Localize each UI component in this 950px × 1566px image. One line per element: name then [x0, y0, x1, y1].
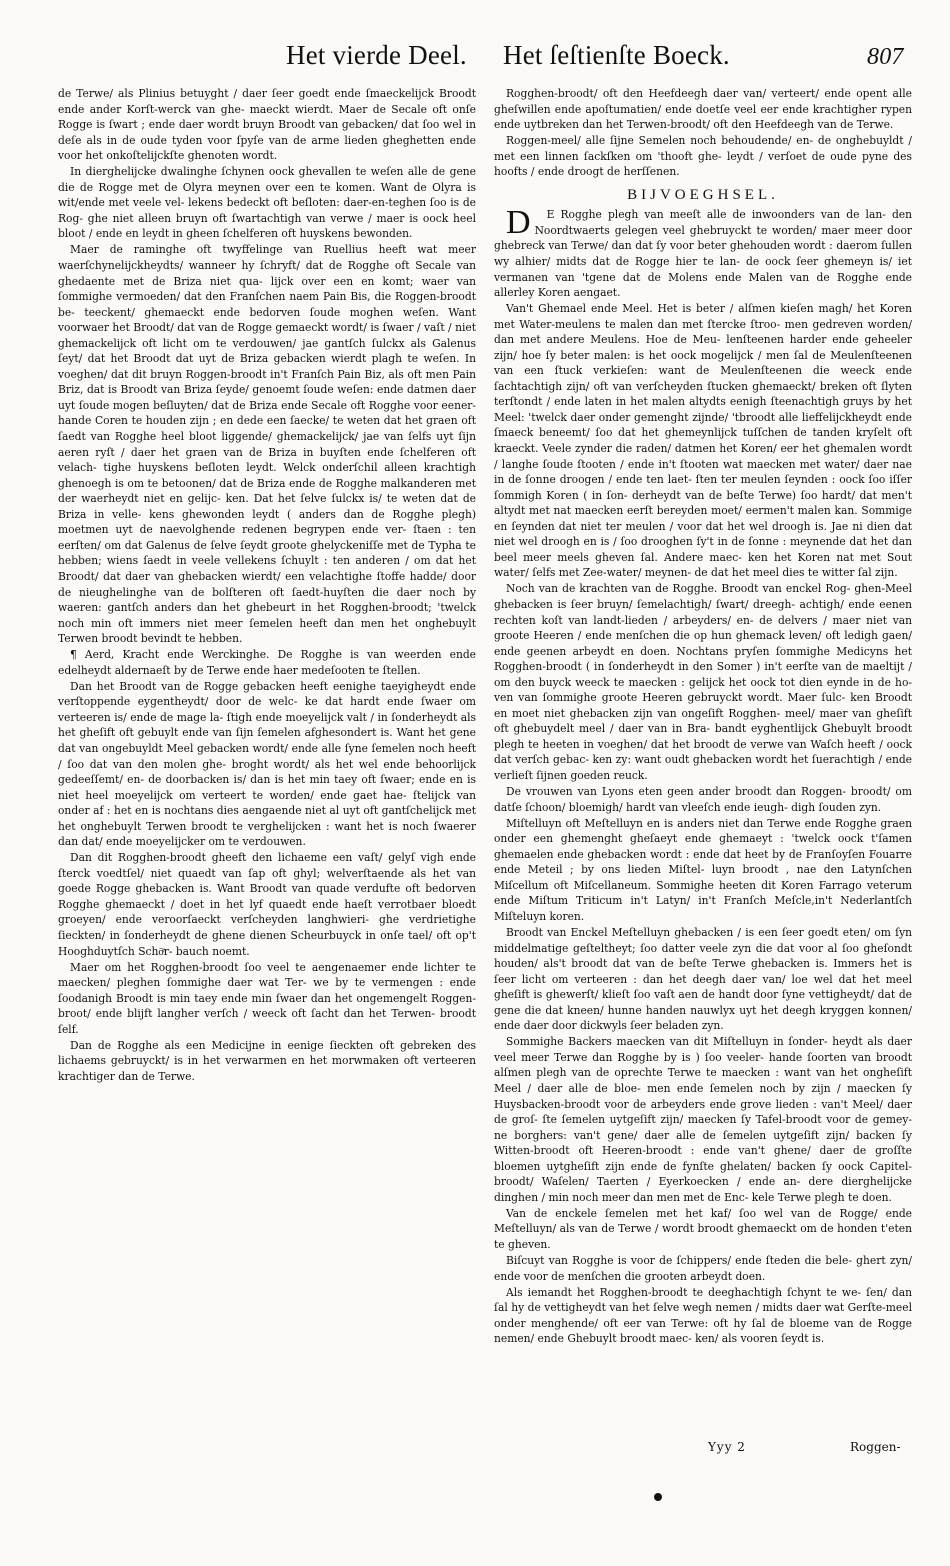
running-title-left: Het vierde Deel. — [286, 40, 467, 70]
dropcap-paragraph-text: E Rogghe plegh van meeſt alle de inwoonders van de lan- den Noordtwaerts gelegen veel ghebruyckt te worden/ maer meer door ghebreck van Terwe/ dan dat ſy voor beter ghehouden wordt : daerom ſullen wy alhier/ midts dat de Rogge hier te lan- de oock ſeer ghemeyn is/ iet vermanen van 'tgene dat de Molens ende Malen van de Rogghe ende allerley Koren aengaet. — [494, 208, 912, 300]
right-paragraph: Van't Ghemael ende Meel. Het is beter / alſmen kieſen magh/ het Koren met Water-meulens te malen dan met ſtercke ſtroo- men gedreven worden/ dan met andere Meulens. Hoe de Meu- lenſteenen harder ende geheeler zijn/ hoe ſy beter malen: is het oock mogelijck / men ſal de Meulenſteenen van een ſtuck verkieſen: want de Meulenſteenen die weeck ende ſachtachtigh zijn/ oft van verſcheyden ſtucken ghemaeckt/ breken oft ſlyten terſtondt / ende laten in het malen altydts eenigh ſteenachtigh gruys by het Meel: 'twelck daer onder gemenght zijnde/ 'tbroodt alle lieffelijckheydt ende ſmaeck beneemt/ ſoo dat het ghemeynlijck tuſſchen de tanden kryſelt oft kraeckt. Veele zynder die raden/ datmen het Koren/ eer het ghemalen wordt / langhe ſoude ſtooten / ende in't ſtooten wat maecken met water/ daer nae in de ſonne droogen / ende ten laet- ſten ter meulen ſeynden : oock ſoo iſſer ſommigh Koren ( in ſon- derheydt van de beſte Terwe) ſoo hardt/ dat men't altydt met nat maecken eerſt bereyden moet/ eermen't malen kan. Sommige en ſeynden dat niet ter meulen / voor dat het wel droogh is. Jae ni dien dat niet wel droogh en is / ſoo drooghen ſy't in de ſonne : meynende dat het dan beel meer meels gheven ſal. Andere maec- ken het Koren nat met Sout water/ ſelfs met Zee-water/ meynen- de dat het meel dies te witter ſal zijn. — [494, 302, 912, 580]
running-head — [0, 40, 950, 80]
right-paragraph: Roggen-meel/ alle ſijne Semelen noch behoudende/ en- de onghebuyldt / met een linnen ſackſken om 'thooft ghe- leydt / verſoet de oude pyne des hoofts / ende droogt de herſſenen. — [494, 134, 912, 179]
left-paragraph: In dierghelijcke dwalinghe ſchynen oock ghevallen te weſen alle de gene die de Rogge met de Olyra meynen over een te komen. Want de Olyra is wit/ende met veele vel- lekens bedeckt oft beſloten: daer-en-teghen ſoo is de Rog- ghe niet alleen bruyn oft ſwartachtigh van verwe / maer is oock heel bloot / ende en leydt in gheen ſchelferen oft huyskens bewonden. — [58, 165, 476, 241]
right-paragraph: Van de enckele ſemelen met het kaf/ ſoo wel van de Rogge/ ende Meſtelluyn/ als van de Terwe / wordt broodt ghemaeckt om de honden t'eten te gheven. — [494, 1206, 912, 1251]
left-paragraph: ¶ Aerd, Kracht ende Werckinghe. De Rogghe is van weerden ende edelheydt aldernaeſt by de Terwe ende haer medeſooten te ſtellen. — [58, 648, 476, 677]
right-column — [494, 86, 912, 1347]
page-number: 807 — [867, 44, 904, 70]
right-paragraph: Als iemandt het Rogghen-broodt te deeghachtigh ſchynt te we- ſen/ dan ſal hy de vettigheydt van het ſelve wegh nemen / midts daer wat Gerſte-meel onder menghende/ oft eer van Terwe: oft hy ſal de bloeme van de Rogge nemen/ ende Ghebuylt broodt maec- ken/ als vooren ſeydt is. — [494, 1285, 912, 1346]
right-paragraph: Broodt van Enckel Meſtelluyn ghebacken / is een ſeer goedt eten/ om ſyn middelmatige geſteltheyt; ſoo datter veele zyn die dat voor al ſoo gheſondt houden/ als't broodt dat van de beſte Terwe ghebacken is. Immers het is ſeer licht om verteeren : dan het deegh daer van/ loe wel dat het meel gheſift is ghewerſt/ klieſt ſoo vaſt aen de handt door ſyne vettigheydt/ dat de gene die dat kneen/ hunne handen nauwlyx uyt het deegh kryggen konnen/ ende daer door dickwyls ſeer beladen zyn. — [494, 925, 912, 1033]
section-heading: BIJVOEGHSEL. — [627, 186, 779, 203]
running-title-right: Het ſeſtienſte Boeck. — [503, 40, 730, 70]
right-paragraph: Noch van de krachten van de Rogghe. Broodt van enckel Rog- ghen-Meel ghebacken is ſeer bruyn/ ſemelachtigh/ ſwart/ dreegh- achtigh/ ende eenen rechten koſt van landt-lieden / arbeyders/ en- de delvers / maer niet van groote Heeren / ende menſchen die op hun ghemack leven/ oft ledigh gaen/ ende geenen arbeydt en doen. Nochtans pryſen ſommighe Medicyns het Rogghen-broodt ( in ſonderheydt in den Somer ) in't eerſte van de maeltijt / om den buyck weeck te maecken : gelijck het oock tot dien eynde in de ho- ven van ſommighe groote Heeren gebruyckt wordt. Maer ſulc- ken Broodt en moet niet ghebacken zijn van ongeſift Rogghen- meel/ maer van gheſift oft ghebuydelt meel / daer van in Bra- bandt eyghentlijck Ghebuylt broodt plegh te heeten in voeghen/ dat het broodt de verwe van Waſch heeft / oock dat verſch gebac- ken zy: want oudt ghebacken wordt het ſuerachtigh / ende verlieſt ſijnen goeden reuck. — [494, 582, 912, 783]
right-paragraph: Rogghen-broodt/ oft den Heefdeegh daer van/ verteert/ ende opent alle gheſwillen ende apoſtumatien/ ende doetſe veel eer ende krachtigher rypen ende uytbreken dan het Terwen-broodt/ oft den Heefdeegh van de Terwe. — [494, 87, 912, 132]
catchword: Roggen- — [850, 1440, 901, 1454]
left-paragraph: Dan de Rogghe als een Medicijne in eenige ſieckten oft gebreken des lichaems gebruyckt/ is in het verwarmen en het morwmaken oft verteeren krachtiger dan de Terwe. — [58, 1038, 476, 1083]
left-paragraph: Dan het Broodt van de Rogge gebacken heeft eenighe taeyigheydt ende verſtoppende eygentheydt/ door de welc- ke dat hardt ende ſwaer om verteeren is/ ende de mage la- ſtigh ende moeyelijck valt / in ſonderheydt als het gheſift oft gebuylt ende van ſijn ſemelen afghesondert is. Want het gene dat van ongebuyldt Meel gebacken wordt/ ende alle ſyne ſemelen noch heeft / ſoo dat van den molen ghe- broght wordt/ als het wel ende behoorlijck gedeeſſemt/ en- de doorbacken is/ dan is het min taey oft ſwaer; ende en is niet heel moeyelijck om verteert te worden/ ende gaet hae- ſtelijck van onder af : het en is nochtans dies aengaende niet al uyt oft gantſchelijck met het onghebuylt Terwen broodt te verghelijcken : want het is noch ſwaerer dan dat/ ende moeyelijcker om te verdouwen. — [58, 679, 476, 849]
dropcap-paragraph — [494, 204, 912, 300]
left-paragraph: Dan dit Rogghen-broodt gheeft den lichaeme een vaſt/ gelyſ vigh ende ſterck voedtſel/ niet quaedt van ſap oft ghyl; welverſtaende als het van goede Rogge ghebacken is. Want Broodt van quade verdufte oft bedorven Rogghe ghemaeckt / doet in het lyf quaedt ende haeſt verrotbaer bloedt groeyen/ ende veroorſaeckt verſcheyden langhwieri- ghe verdrietighe ſieckten/ in ſonderheydt de ghene dienen Scheurbuyck in onſe tael/ oft op't Hooghduytſch Schöͤr- bauch noemt. — [58, 851, 476, 958]
right-paragraph: Sommighe Backers maecken van dit Miſtelluyn in ſonder- heydt als daer veel meer Terwe dan Rogghe by is ) ſoo veeler- hande ſoorten van broodt alſmen plegh van de oprechte Terwe te maecken : want van het ongheſift Meel / daer alle de bloe- men ende ſemelen noch by zijn / maecken ſy Huysbacken-broodt voor de arbeyders ende grove lieden : van't Meel/ daer de groſ- ſte ſemelen uytgeſift zijn/ maecken ſy Tafel-broodt voor de gemey- ne borghers: van't gene/ daer alle de ſemelen uytgeſift zijn/ backen ſy Witten-broodt oft Heeren-broodt : ende van't ghene/ daer de groſſte bloemen uytgheſift zijn ende de fynſte ghelaten/ backen ſy oock Capitel-broodt/ Waſelen/ Taerten / Eyerkoecken / ende an- dere dierghelijcke dinghen / min noch meer dan men met de Enc- kele Terwe plegh te doen. — [494, 1035, 912, 1204]
left-paragraph: Maer de raminghe oft twyffelinge van Ruellius heeft wat meer waerſchynelijckheydts/ wanneer hy ſchryft/ dat de Rogghe oft Secale van ghedaente met de Briza niet qua- lijck over een en komt; waer van ſommighe vermoeden/ dat den Franſchen naem Pain Bis, die Roggen-broodt be- teeckent/ ghemaeckt ende bedorven ſoude moghen weſen. Want voorwaer het Broodt/ dat van de Rogge gemaeckt wordt/ is ſwaer / vaſt / niet ghemackelijck oft licht om te verdouwen/ jae gantſch ſulckx als Galenus ſeyt/ dat het Broodt dat uyt de Briza gebacken wierdt plagh te weſen. In voeghen/ dat dit bruyn Roggen-broodt in't Franſch Pain Biz, als oft men Pain Briz, dat is Broodt van Briza ſeyde/ genoemt ſoude weſen: ende datmen daer uyt ſoude mogen beſluyten/ dat de Briza ende Secale oft Rogghe voor eener- hande Coren te houden zijn ; en dede een ſaecke/ te weten dat het graen oft ſaedt van Rogghe heel bloot liggende/ ghemackelijck/ jae van ſelfs uyt ſijn aeren ryſt / daer het graen van de Briza in buyſten ende ſchelferen oft velach- tighe huyskens beſloten leydt. Welck onderſchil alleen krachtigh ghenoegh is om te betoonen/ dat de Briza ende de Rogghe malkanderen met der waerheydt niet en gelijc- ken. Dat het ſelve ſulckx is/ te weten dat de Briza in velle- kens ghewonden leydt ( anders dan de Rogghe plegh) moetmen uyt de naevolghende redenen begrypen ende ver- ſtaen : ten eerſten/ om dat Galenus de ſelve ſeydt groote ghelyckeniſſe met de Typha te hebben; wiens ſaedt in veele vellekens ſchuylt : ten anderen / om dat het Broodt/ dat daer van ghebacken wierdt/ een velachtighe ſtoffe hadde/ door de nieughelinghe van de bolſteren oft ſaedt-huyſten die daer noch by waeren: gantſch anders dan het ghebeurt in het Rogghen-broodt; 'twelck noch min oft immers niet meer ſemelen heeft dan men het onghebuylt Terwen broodt bevindt te hebben. — [58, 243, 476, 646]
right-paragraph: Biſcuyt van Rogghe is voor de ſchippers/ ende ſteden die bele- ghert zyn/ ende voor de menſchen die grooten arbeydt doen. — [494, 1253, 912, 1283]
ink-dot — [654, 1493, 662, 1501]
right-paragraph: De vrouwen van Lyons eten geen ander broodt dan Roggen- broodt/ om datſe ſchoon/ bloemigh/ hardt van vleeſch ende ieugh- digh ſouden zyn. — [494, 785, 912, 814]
right-paragraph: Miſtelluyn oft Meſtelluyn en is anders niet dan Terwe ende Rogghe graen onder een ghemenght gheſaeyt ende ghemaeyt : 'twelck oock t'ſamen ghemaelen ende ghebacken wordt : ende dat heet by de Franſoyſen Fouarre ende Meteil ; by ons lieden Miſtel- luyn broodt , nae den Latynſchen Miſcellum oft Miſcellaneum. Sommighe heeten dit Koren Farrago veterum ende Miſtum Triticum in't Latyn/ in't Franſch Meſcle,in't Nederlantſch Miſteluyn koren. — [494, 816, 912, 923]
signature-mark: Yyy 2 — [708, 1440, 746, 1454]
left-paragraph: Maer om het Rogghen-broodt ſoo veel te aengenaemer ende lichter te maecken/ pleghen ſommighe daer wat Ter- we by te vermengen : ende ſoodanigh Broodt is min taey ende min ſwaer dan het ongemengelt Roggen-broot/ ende blijft langher verſch / weeck oft ſacht dan het Terwen- broodt ſelf. — [58, 960, 476, 1036]
left-paragraph: de Terwe/ als Plinius betuyght / daer ſeer goedt ende ſmaeckelijck Broodt ende ander Korſt-werck van ghe- maeckt wierdt. Maer de Secale oft onſe Rogge is ſwart ; ende daer wordt bruyn Broodt van gebacken/ dat ſoo wel in deſe als in de oude tyden voor ſpyſe van de arme lieden gheghetten ende voor het onkoſtelijckſte ghenoten wordt. — [58, 87, 476, 163]
drop-cap-initial: D — [506, 204, 531, 242]
left-column — [58, 86, 476, 1085]
